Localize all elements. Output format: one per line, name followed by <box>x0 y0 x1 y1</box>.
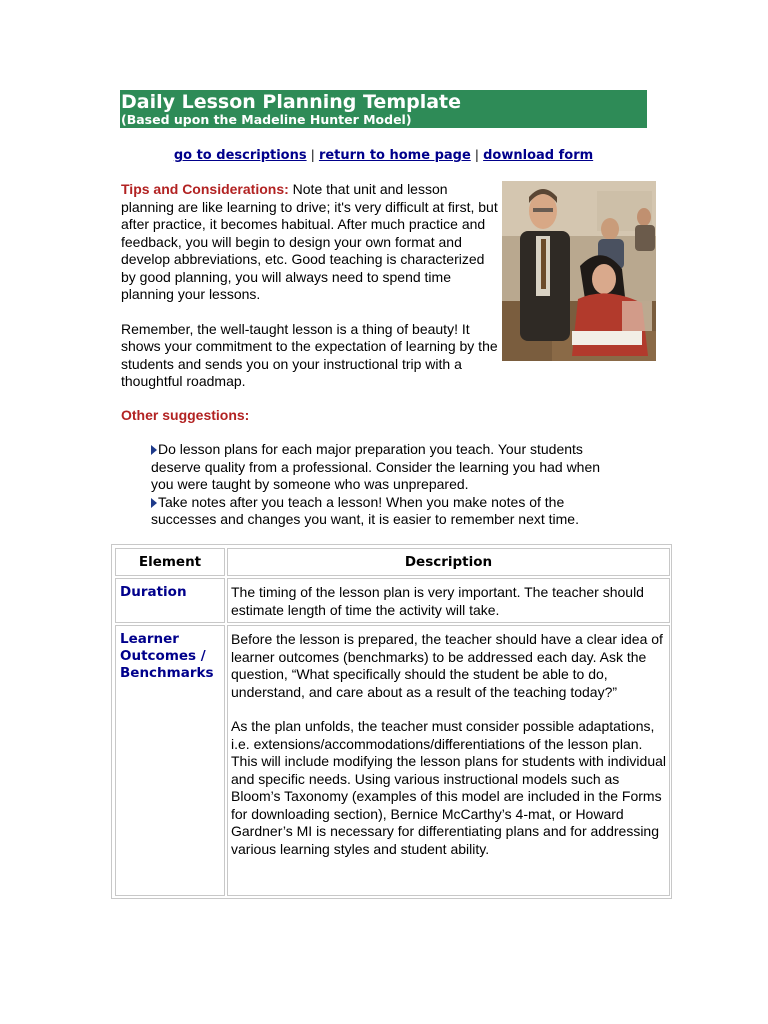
other-suggestions-heading: Other suggestions: <box>121 407 250 423</box>
tips-text-1: Note that unit and lesson planning are like learning to drive; it's very difficult at first, but after practice, it becomes habitual. After much practice and feedback, you will begin to design your own format and develop abbreviations, etc. Good teaching is characterized by good planning, you will always need to spend time planning your lessons. <box>121 181 498 302</box>
title-banner <box>120 90 647 128</box>
table-row-duration-element: Duration <box>115 578 225 623</box>
element-description-table <box>111 544 672 899</box>
nav-links <box>120 146 647 165</box>
go-to-descriptions-link[interactable]: go to descriptions <box>173 148 307 163</box>
table-row-duration-description <box>227 578 670 623</box>
classroom-photo <box>502 181 656 361</box>
table-header-description: Description <box>227 548 670 576</box>
table-row-outcomes-element: Learner Outcomes / Benchmarks <box>115 625 225 896</box>
arrow-bullet-icon <box>151 445 157 455</box>
arrow-bullet-icon <box>151 498 157 508</box>
table-row-outcomes-description <box>227 625 670 896</box>
table-header-element: Element <box>115 548 225 576</box>
page-title: Daily Lesson Planning Template <box>121 91 462 113</box>
list-item <box>151 441 621 494</box>
nav-separator: | <box>310 148 315 162</box>
suggestion-text: Do lesson plans for each major preparation you teach. Your students deserve quality from a professional. Consider the learning you had when you were taught by someone who was unprepared. <box>151 441 601 492</box>
page-subtitle: (Based upon the Madeline Hunter Model) <box>121 112 412 127</box>
tips-paragraph-2: Remember, the well-taught lesson is a thing of beauty! It shows your commitment to the expectation of learning by the students and sends you on your instructional trip with a thoughtful roadmap. <box>121 320 498 389</box>
nav-separator: | <box>474 148 479 162</box>
suggestions-list <box>151 441 621 529</box>
return-to-home-link[interactable]: return to home page <box>318 148 471 163</box>
tips-paragraph-1 <box>121 181 501 304</box>
description-paragraph: As the plan unfolds, the teacher must consider possible adaptations, i.e. extensions/accommodations/differentiations of the lesson plan. This will include modifying the lesson plans for students with individual and specific needs. Using various instructional models such as Bloom’s Taxonomy (examples of this model are included in the Forms for downloading section), Bernice McCarthy’s 4-mat, or Howard Gardner’s MI is necessary for differentiating plans and for addressing various learning styles and student ability. <box>231 718 666 857</box>
download-form-link[interactable]: download form <box>483 148 594 163</box>
tips-heading: Tips and Considerations: <box>121 181 289 197</box>
suggestion-text: Take notes after you teach a lesson! When you make notes of the successes and changes you want, it is easier to remember next time. <box>151 493 579 527</box>
description-paragraph: The timing of the lesson plan is very important. The teacher should estimate length of time the activity will take. <box>231 584 644 618</box>
list-item <box>151 494 621 529</box>
tips-section <box>121 181 501 391</box>
classroom-photo-icon <box>502 181 656 361</box>
description-paragraph: Before the lesson is prepared, the teacher should have a clear idea of learner outcomes (benchmarks) to be addressed each day. Ask the question, “What specifically should the student be able to do, understand, and care about as a result of the teaching today?” <box>231 631 663 700</box>
